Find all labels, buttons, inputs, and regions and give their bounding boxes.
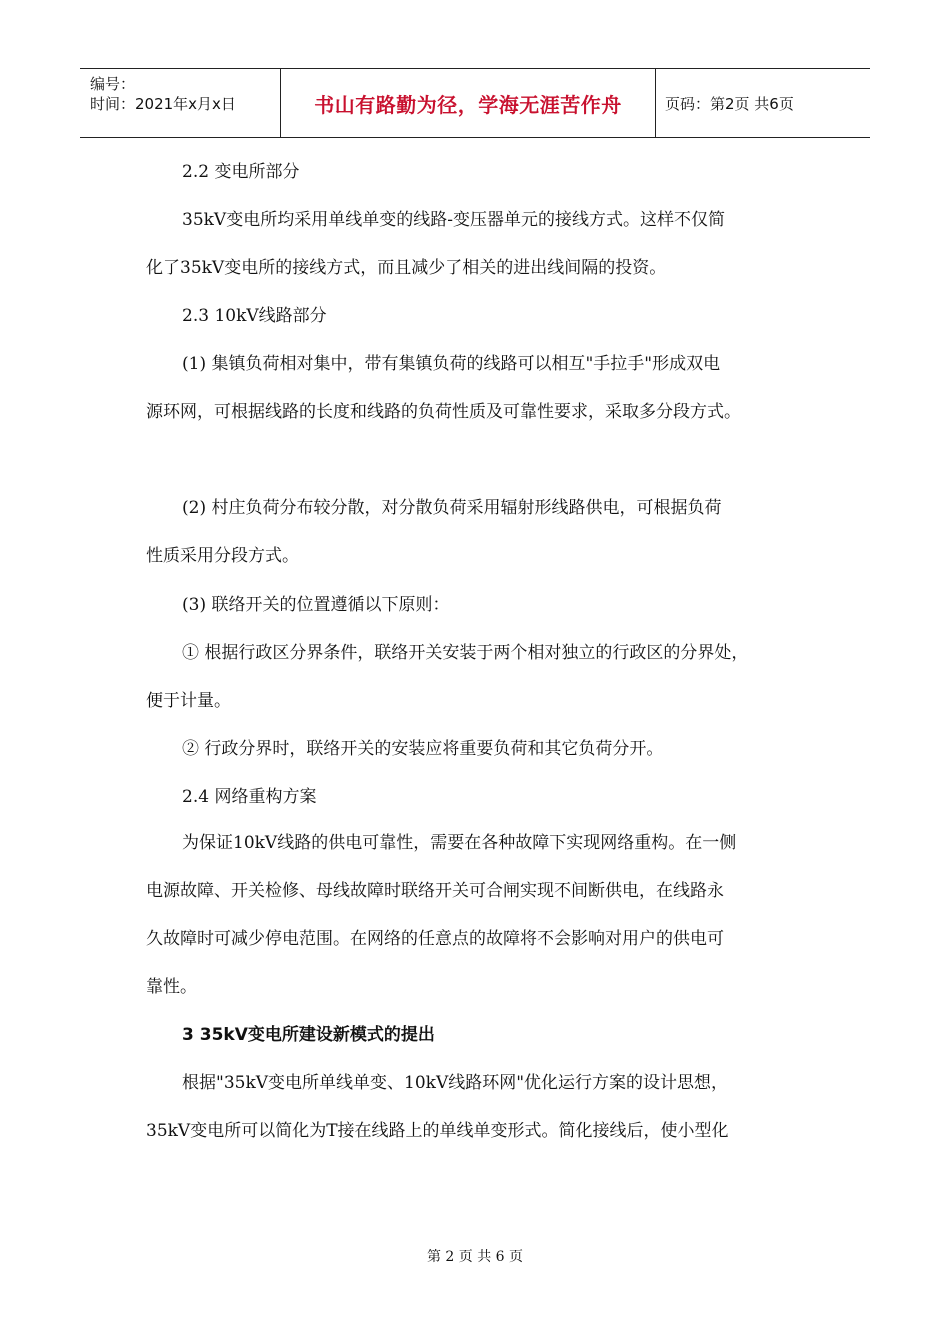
- paragraph-line: 靠性。: [146, 977, 197, 997]
- page-footer: 第 2 页 共 6 页: [426, 1249, 524, 1265]
- header-page-cell: [655, 69, 870, 137]
- paragraph-line: 便于计量。: [146, 691, 231, 711]
- paragraph-line: (1) 集镇负荷相对集中，带有集镇负荷的线路可以相互"手拉手"形成双电: [182, 354, 721, 374]
- paragraph-line: (2) 村庄负荷分布较分散，对分散负荷采用辐射形线路供电，可根据负荷: [182, 498, 722, 518]
- header-info-cell: [80, 69, 280, 137]
- section-heading-3: 3 35kV变电所建设新模式的提出: [182, 1025, 435, 1045]
- paragraph-line: 电源故障、开关检修、母线故障时联络开关可合闸实现不间断供电，在线路永: [146, 881, 724, 901]
- paragraph-line: ① 根据行政区分界条件，联络开关安装于两个相对独立的行政区的分界处，: [182, 643, 749, 663]
- time-label: 时间：2021年x月x日: [90, 95, 236, 113]
- paragraph-line: 性质采用分段方式。: [146, 546, 299, 566]
- section-heading-2-4: 2.4 网络重构方案: [182, 787, 317, 807]
- paragraph-line: (3) 联络开关的位置遵循以下原则：: [182, 595, 450, 615]
- paragraph-line: 35kV变电所均采用单线单变的线路-变压器单元的接线方式。这样不仅简: [182, 210, 725, 230]
- motto: 书山有路勤为径，学海无涯苦作舟: [314, 93, 622, 117]
- number-label: 编号：: [90, 75, 136, 93]
- paragraph-line: 源环网，可根据线路的长度和线路的负荷性质及可靠性要求，采取多分段方式。: [146, 402, 741, 422]
- section-heading-2-3: 2.3 10kV线路部分: [182, 306, 327, 326]
- paragraph-line: 根据"35kV变电所单线单变、10kV线路环网"优化运行方案的设计思想，: [182, 1073, 729, 1093]
- paragraph-line: 久故障时可减少停电范围。在网络的任意点的故障将不会影响对用户的供电可: [146, 929, 724, 949]
- section-heading-2-2: 2.2 变电所部分: [182, 162, 300, 182]
- page-header: [80, 68, 870, 138]
- paragraph-line: 化了35kV变电所的接线方式，而且减少了相关的进出线间隔的投资。: [146, 258, 667, 278]
- page-number-label: 页码：第2页 共6页: [665, 95, 794, 113]
- paragraph-line: ② 行政分界时，联络开关的安装应将重要负荷和其它负荷分开。: [182, 739, 664, 759]
- header-motto-cell: [280, 69, 656, 137]
- paragraph-line: 为保证10kV线路的供电可靠性，需要在各种故障下实现网络重构。在一侧: [182, 833, 737, 853]
- paragraph-line: 35kV变电所可以简化为T接在线路上的单线单变形式。简化接线后，使小型化: [146, 1121, 729, 1141]
